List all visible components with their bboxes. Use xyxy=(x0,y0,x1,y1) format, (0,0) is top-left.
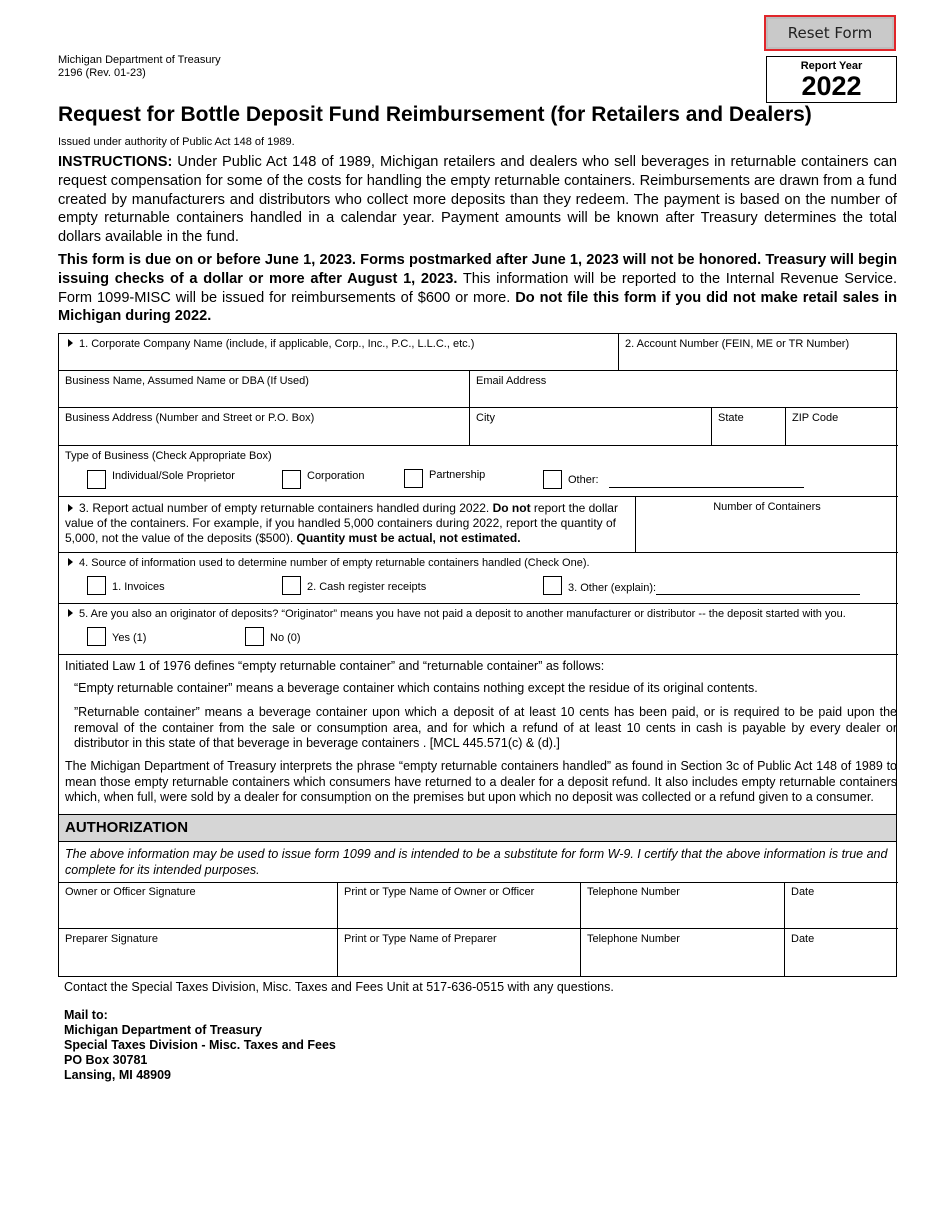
instructions-lead: INSTRUCTIONS: xyxy=(58,154,173,170)
preparer-date-field[interactable] xyxy=(785,929,898,976)
partnership-label: Partnership xyxy=(429,469,486,481)
invoices-label: 1. Invoices xyxy=(112,581,165,593)
reset-form-button[interactable]: Reset Form xyxy=(764,15,896,51)
law-definition-returnable: ”Returnable container” means a beverage container upon which a deposit of at least 10 cents has been paid, or is required to be paid upon the removal of the container from the sale or consumption area, and for which a refund of at least 10 cents in cash is payable by every dealer or distributor in this state of that beverage in beverage containers . [MCL 445.571(c) & (d).] xyxy=(74,705,897,750)
cash-register-checkbox[interactable] xyxy=(282,576,301,595)
no-label: No (0) xyxy=(270,632,301,644)
company-name-label: 1. Corporate Company Name (include, if applicable, Corp., Inc., P.C., L.L.C., etc.) xyxy=(79,338,475,350)
preparer-phone-label: Telephone Number xyxy=(587,933,680,945)
preparer-name-field[interactable] xyxy=(338,929,581,976)
q4-section xyxy=(59,553,898,604)
q5-section xyxy=(59,604,898,655)
other-type-checkbox[interactable] xyxy=(543,470,562,489)
law-intro: Initiated Law 1 of 1976 defines “empty returnable container” and “returnable container” as follows: xyxy=(65,659,605,673)
other-type-label: Other: xyxy=(568,474,599,486)
preparer-phone-field[interactable] xyxy=(581,929,785,976)
owner-name-field[interactable] xyxy=(338,882,581,929)
preparer-signature-label: Preparer Signature xyxy=(65,933,158,945)
owner-signature-label: Owner or Officer Signature xyxy=(65,886,196,898)
report-year-value: 2022 xyxy=(801,71,862,101)
address-field[interactable] xyxy=(59,408,470,446)
mail-line-2: Special Taxes Division - Misc. Taxes and Fees xyxy=(64,1038,336,1052)
law-definition-empty: “Empty returnable container” means a beverage container which contains nothing except the residue of its original contents. xyxy=(74,681,758,695)
city-label: City xyxy=(476,412,495,424)
state-field[interactable] xyxy=(712,408,786,446)
corporation-checkbox[interactable] xyxy=(282,470,301,489)
zip-label: ZIP Code xyxy=(792,412,839,424)
authorization-header: AUTHORIZATION xyxy=(59,814,896,842)
corporation-label: Corporation xyxy=(307,470,365,482)
company-name-field[interactable] xyxy=(59,334,619,371)
due-bold: This form is due on or before June 1, 2023. Forms postmarked after June 1, 2023 will not be honored. Treasury will begin issuing checks of a dollar or more after August 1, 2023. xyxy=(58,252,897,287)
owner-phone-label: Telephone Number xyxy=(587,886,680,898)
reimbursement-form xyxy=(58,333,897,977)
report-year-box xyxy=(766,56,897,103)
due-paragraph xyxy=(58,251,897,326)
yes-label: Yes (1) xyxy=(112,632,147,644)
owner-name-label: Print or Type Name of Owner or Officer xyxy=(344,886,535,898)
arrow-icon xyxy=(68,504,73,512)
law-interpretation: The Michigan Department of Treasury interprets the phrase “empty returnable containers handled” as found in Section 3c of Public Act 148 of 1989 to mean those empty returnable containers which consumers have returned to a dealer for a deposit refund. It also includes empty returnable containers which, when full, were sold by a dealer for consumption on the premises but upon which no deposit was collected or a refund given to a consumer. xyxy=(65,759,897,804)
email-label: Email Address xyxy=(476,375,547,387)
address-label: Business Address (Number and Street or P.O. Box) xyxy=(65,412,315,424)
preparer-name-label: Print or Type Name of Preparer xyxy=(344,933,497,945)
mailing-address xyxy=(64,1008,336,1083)
other-type-input[interactable] xyxy=(609,487,804,488)
contact-info: Contact the Special Taxes Division, Misc. Taxes and Fees Unit at 517-636-0515 with any questions. xyxy=(64,980,614,994)
report-year-label: Report Year xyxy=(800,60,863,72)
arrow-icon xyxy=(68,339,73,347)
mail-to-label: Mail to: xyxy=(64,1008,108,1022)
city-field[interactable] xyxy=(470,408,712,446)
cash-register-label: 2. Cash register receipts xyxy=(307,581,427,593)
owner-date-field[interactable] xyxy=(785,882,898,929)
issued-authority: Issued under authority of Public Act 148 of 1989. xyxy=(58,136,295,148)
account-number-label: 2. Account Number (FEIN, ME or TR Number) xyxy=(625,338,850,350)
instructions-body: Under Public Act 148 of 1989, Michigan retailers and dealers who sell beverages in returnable containers can request compensation for some of the costs for handling the empty returnable containers. Reimbursements are drawn from a fund created by manufacturers and distributors who collect more deposits than they redeem. The payment is based on the number of empty returnable containers handled in a calendar year. Payment amounts will be known after Treasury determines the total dollars available in the fund. xyxy=(58,154,897,246)
account-number-field[interactable] xyxy=(619,334,898,371)
individual-label: Individual/Sole Proprietor xyxy=(112,470,235,482)
q3-section xyxy=(59,497,636,553)
email-field[interactable] xyxy=(470,371,898,408)
business-type-label: Type of Business (Check Appropriate Box) xyxy=(65,450,272,462)
other-source-checkbox[interactable] xyxy=(543,576,562,595)
business-name-field[interactable] xyxy=(59,371,470,408)
arrow-icon xyxy=(68,609,73,617)
other-source-input[interactable] xyxy=(656,594,860,595)
q4-text: 4. Source of information used to determine number of empty returnable containers handled (Check One). xyxy=(79,557,590,569)
arrow-icon xyxy=(68,558,73,566)
owner-date-label: Date xyxy=(791,886,815,898)
state-label: State xyxy=(718,412,744,424)
mail-line-3: PO Box 30781 xyxy=(64,1053,148,1067)
zip-field[interactable] xyxy=(786,408,898,446)
number-of-containers-field[interactable] xyxy=(636,497,898,553)
preparer-date-label: Date xyxy=(791,933,815,945)
business-name-label: Business Name, Assumed Name or DBA (If Used) xyxy=(65,375,309,387)
mail-line-4: Lansing, MI 48909 xyxy=(64,1068,171,1082)
partnership-checkbox[interactable] xyxy=(404,469,423,488)
preparer-signature-field[interactable] xyxy=(59,929,338,976)
agency-name: Michigan Department of Treasury xyxy=(58,54,221,66)
q3-text: 3. Report actual number of empty returnable containers handled during 2022. Do not report the dollar value of the containers. For example, if you handled 5,000 containers during 2022, report the quantity of 5,000, not the value of the deposits ($500). Quantity must be actual, not estimated. xyxy=(65,501,618,545)
q5-text: 5. Are you also an originator of deposits? “Originator” means you have not paid a deposit to another manufacturer or distributor -- the deposit started with you. xyxy=(79,608,846,620)
form-number: 2196 (Rev. 01-23) xyxy=(58,67,146,79)
page-title: Request for Bottle Deposit Fund Reimbursement (for Retailers and Dealers) xyxy=(58,103,812,126)
yes-checkbox[interactable] xyxy=(87,627,106,646)
instructions-paragraph xyxy=(58,153,897,247)
no-checkbox[interactable] xyxy=(245,627,264,646)
owner-phone-field[interactable] xyxy=(581,882,785,929)
mail-line-1: Michigan Department of Treasury xyxy=(64,1023,262,1037)
other-source-label: 3. Other (explain): xyxy=(568,582,657,594)
owner-signature-field[interactable] xyxy=(59,882,338,929)
certification-text: The above information may be used to issue form 1099 and is intended to be a substitute for form W-9. I certify that the above information is true and complete for its intended purposes. xyxy=(65,847,888,877)
individual-checkbox[interactable] xyxy=(87,470,106,489)
due-normal: This information will be reported to the Internal Revenue Service. Form 1099-MISC will be issued for reimbursements of $600 or more. xyxy=(58,270,897,306)
number-of-containers-label: Number of Containers xyxy=(713,501,821,513)
due-bold-2: Do not file this form if you did not make retail sales in Michigan during 2022. xyxy=(58,289,897,325)
agency-header xyxy=(58,54,221,80)
invoices-checkbox[interactable] xyxy=(87,576,106,595)
